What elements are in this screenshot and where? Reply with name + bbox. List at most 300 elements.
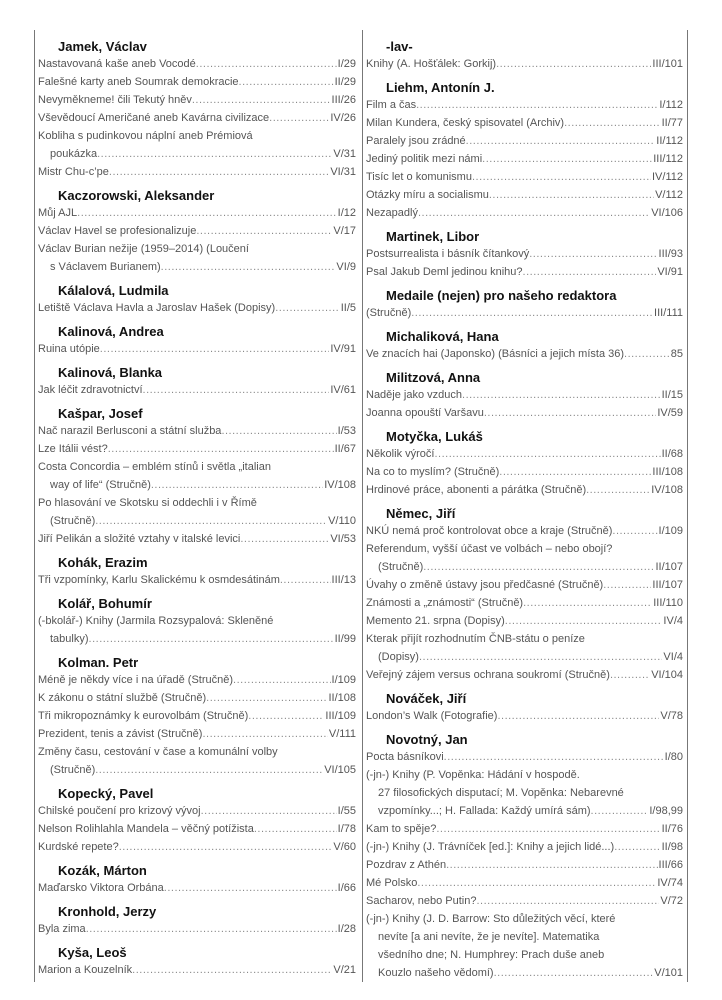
author-heading: Kohák, Erazim (58, 555, 148, 570)
index-entry (38, 240, 356, 276)
author-heading: Novotný, Jan (386, 732, 468, 747)
entry-line (38, 530, 356, 548)
entry-title: Václav Burian nežije (1959–2014) (Loučení (38, 243, 249, 255)
page-reference: V/60 (333, 841, 356, 853)
page-reference: II/98 (661, 841, 683, 853)
entry-title: Costa Concordia – emblém stínů i světla „italian (38, 461, 271, 473)
entry-line (366, 96, 683, 114)
dot-leader (196, 55, 337, 73)
index-entry (366, 594, 683, 612)
entry-line (38, 204, 356, 222)
dot-leader (95, 512, 327, 530)
author-heading: Kolář, Bohumír (58, 596, 152, 611)
author-heading: Michaliková, Hana (386, 329, 499, 344)
entry-title: NKÚ nemá proč kontrolovat obce a kraje (Stručně) (366, 525, 613, 537)
dot-leader (564, 114, 661, 132)
entry-title: Jiří Pelikán a složité vztahy v italské levici (38, 533, 241, 545)
entry-title: Film a čas (366, 99, 417, 111)
index-entry (366, 55, 683, 73)
entry-line (38, 920, 356, 938)
dot-leader (529, 245, 657, 263)
entry-line (366, 114, 683, 132)
index-entry (38, 440, 356, 458)
dot-leader (269, 109, 329, 127)
dot-leader (434, 445, 660, 463)
author-heading: -lav- (386, 39, 413, 54)
index-entry (366, 114, 683, 132)
index-entry (366, 892, 683, 910)
dot-leader (494, 964, 654, 982)
dot-leader (206, 689, 327, 707)
entry-title: Postsurrealista i básník čítankový (366, 248, 530, 260)
dot-leader (196, 222, 332, 240)
index-column-right (362, 30, 688, 982)
index-entry (38, 671, 356, 689)
entry-line (38, 458, 356, 476)
page-reference: II/5 (340, 302, 356, 314)
entry-line (366, 910, 683, 928)
index-entry (38, 961, 356, 979)
page-reference: I/55 (337, 805, 356, 817)
entry-title: Změny času, cestování v čase a komunální volby (38, 746, 278, 758)
entry-title: Kam to spěje? (366, 823, 437, 835)
dot-leader (240, 530, 329, 548)
dot-leader (254, 820, 337, 838)
author-heading: Kalinová, Andrea (58, 324, 164, 339)
dot-leader (499, 463, 651, 481)
index-entry (366, 576, 683, 594)
dot-leader (497, 707, 659, 725)
entry-title: Hrdinové práce, abonenti a párátka (Stručně) (366, 484, 587, 496)
page-reference: VI/31 (330, 166, 356, 178)
entry-title: (-bkolář-) Knihy (Jarmila Rozsypalová: Skleněné (38, 615, 274, 627)
page-reference: IV/74 (657, 877, 683, 889)
author-heading: Kaczorowski, Aleksander (58, 188, 215, 203)
entry-title: nevíte [a ani nevíte, že je nevíte]. Matematika (378, 931, 600, 943)
index-entry (38, 91, 356, 109)
dot-leader (221, 422, 336, 440)
index-entry (366, 910, 683, 982)
entry-line (38, 73, 356, 91)
entry-line (38, 707, 356, 725)
dot-leader (201, 802, 337, 820)
entry-line (366, 874, 683, 892)
index-entry (366, 766, 683, 820)
entry-line (38, 163, 356, 181)
entry-line (366, 540, 683, 558)
author-heading: Kozák, Márton (58, 863, 147, 878)
entry-title: Kouzlo našeho vědomí) (378, 967, 494, 979)
entry-title: Jak léčit zdravotnictví (38, 384, 143, 396)
dot-leader (239, 73, 334, 91)
author-heading: Kolman. Petr (58, 655, 139, 670)
entry-line (366, 245, 683, 263)
entry-title: Kterak přijít rozhodnutím ČNB-státu o peníze (366, 633, 585, 645)
page-reference: II/68 (661, 448, 683, 460)
index-entry (366, 630, 683, 666)
page-reference: I/98,99 (649, 805, 683, 817)
page-reference: VI/4 (663, 651, 683, 663)
entry-title: London’s Walk (Fotografie) (366, 710, 498, 722)
entry-line (38, 109, 356, 127)
entry-line (366, 666, 683, 684)
entry-title: Psal Jakub Deml jedinou knihu? (366, 266, 523, 278)
dot-leader (419, 648, 662, 666)
entry-title: Po hlasování ve Skotsku si oddechli i v Římě (38, 497, 257, 509)
index-entry (366, 386, 683, 404)
author-heading: Nováček, Jiří (386, 691, 467, 706)
index-entry (38, 127, 356, 163)
dot-leader (416, 96, 658, 114)
page-reference: IV/112 (652, 171, 683, 183)
page-reference: I/78 (337, 823, 356, 835)
entry-line (366, 946, 683, 964)
page-reference: VI/104 (651, 669, 683, 681)
page-reference: III/101 (652, 58, 683, 70)
entry-line (366, 204, 683, 222)
index-entry (366, 404, 683, 422)
entry-line (38, 761, 356, 779)
entry-title: Pocta básníkovi (366, 751, 444, 763)
entry-title: Referendum, vyšší účast ve volbách – nebo obojí? (366, 543, 613, 555)
page-reference: II/15 (661, 389, 683, 401)
dot-leader (482, 150, 652, 168)
entry-line (366, 445, 683, 463)
index-entry (38, 204, 356, 222)
entry-title: Václav Havel se profesionalizuje (38, 225, 197, 237)
index-entry (366, 874, 683, 892)
entry-line (38, 91, 356, 109)
dot-leader (586, 481, 650, 499)
dot-leader (143, 381, 330, 399)
entry-title: Tři mikropoznámky k eurovolbám (Stručně) (38, 710, 249, 722)
entry-line (38, 725, 356, 743)
entry-line (38, 630, 356, 648)
entry-line (38, 612, 356, 630)
entry-line (38, 127, 356, 145)
entry-title: Známosti a „známosti“ (Stručně) (366, 597, 524, 609)
author-heading: Motyčka, Lukáš (386, 429, 483, 444)
index-column-left (34, 30, 360, 982)
entry-line (366, 304, 683, 322)
page-reference: I/12 (337, 207, 356, 219)
entry-title: Nevyměkneme! čili Tekutý hněv (38, 94, 192, 106)
page-reference: II/67 (334, 443, 356, 455)
index-entry (366, 132, 683, 150)
index-entry (366, 463, 683, 481)
page-reference: V/101 (654, 967, 683, 979)
index-entry (38, 494, 356, 530)
entry-title: Méně je někdy více i na úřadě (Stručně) (38, 674, 234, 686)
dot-leader (612, 522, 657, 540)
index-entry (366, 838, 683, 856)
page-reference: VI/91 (657, 266, 683, 278)
dot-leader (97, 145, 332, 163)
entry-title: (Stručně) (378, 561, 424, 573)
index-entry (38, 571, 356, 589)
index-entry (38, 820, 356, 838)
entry-line (38, 240, 356, 258)
index-entry (38, 879, 356, 897)
entry-title: Ruina utópie (38, 343, 100, 355)
author-heading: Kašpar, Josef (58, 406, 143, 421)
page-reference: II/99 (334, 633, 356, 645)
entry-title: Sacharov, nebo Putin? (366, 895, 477, 907)
index-entry (38, 725, 356, 743)
entry-line (366, 55, 683, 73)
entry-line (366, 630, 683, 648)
page-reference: III/26 (331, 94, 356, 106)
dot-leader (109, 163, 329, 181)
author-heading: Liehm, Antonín J. (386, 80, 495, 95)
dot-leader (119, 838, 333, 856)
entry-title: vzpomínky...; H. Fallada: Každý umírá sám) (378, 805, 591, 817)
entry-title: Knihy (A. Hošťálek: Gorkij) (366, 58, 497, 70)
entry-line (366, 481, 683, 499)
page-reference: V/17 (333, 225, 356, 237)
dot-leader (95, 761, 323, 779)
entry-title: Naděje jako vzduch (366, 389, 463, 401)
entry-title: Memento 21. srpna (Dopisy) (366, 615, 505, 627)
dot-leader (446, 856, 657, 874)
index-entry (38, 299, 356, 317)
author-heading: Militzová, Anna (386, 370, 481, 385)
entry-line (366, 168, 683, 186)
page-reference: V/31 (333, 148, 356, 160)
index-entry (38, 458, 356, 494)
entry-title: Kobliha s pudinkovou náplní aneb Prémiová (38, 130, 253, 142)
index-entry (38, 689, 356, 707)
index-entry (38, 340, 356, 358)
dot-leader (275, 299, 339, 317)
entry-line (366, 345, 683, 363)
entry-line (366, 522, 683, 540)
page-reference: II/108 (328, 692, 356, 704)
index-entry (38, 163, 356, 181)
entry-title: Otázky míru a socialismu (366, 189, 489, 201)
dot-leader (603, 576, 651, 594)
entry-title: (Stručně) (50, 764, 96, 776)
index-entry (366, 168, 683, 186)
author-heading: Medaile (nejen) pro našeho redaktora (386, 288, 617, 303)
entry-title: Marion a Kouzelník (38, 964, 133, 976)
dot-leader (151, 476, 323, 494)
entry-line (366, 784, 683, 802)
dot-leader (423, 558, 654, 576)
entry-line (366, 612, 683, 630)
entry-title: Maďarsko Viktora Orbána (38, 882, 164, 894)
entry-title: Byla zima (38, 923, 86, 935)
entry-title: (Dopisy) (378, 651, 419, 663)
page-reference: V/112 (655, 189, 683, 201)
dot-leader (108, 440, 334, 458)
author-heading: Kronhold, Jerzy (58, 904, 157, 919)
entry-title: Na co to myslím? (Stručně) (366, 466, 500, 478)
entry-title: Chilské poučení pro krizový vývoj (38, 805, 201, 817)
page-reference: II/76 (661, 823, 683, 835)
page-reference: I/109 (331, 674, 356, 686)
entry-line (366, 648, 683, 666)
author-heading: Kálalová, Ludmila (58, 283, 169, 298)
index-entry (366, 748, 683, 766)
entry-title: Vševědoucí Američané aneb Kavárna civilizace (38, 112, 270, 124)
entry-line (366, 386, 683, 404)
index-entry (366, 612, 683, 630)
author-heading: Martinek, Libor (386, 229, 480, 244)
entry-line (366, 856, 683, 874)
author-heading: Němec, Jiří (386, 506, 456, 521)
entry-line (38, 55, 356, 73)
index-entry (38, 707, 356, 725)
index-entry (366, 445, 683, 463)
page-reference: IV/59 (657, 407, 683, 419)
dot-leader (248, 707, 324, 725)
page-reference: VI/9 (336, 261, 356, 273)
page-reference: II/77 (661, 117, 683, 129)
entry-title: Úvahy o změně ústavy jsou předčasné (Stručně) (366, 579, 604, 591)
entry-title: s Václavem Burianem) (50, 261, 161, 273)
index-entry (38, 109, 356, 127)
entry-title: (-jn-) Knihy (J. D. Barrow: Sto důležitých věcí, které (366, 913, 616, 925)
entry-title: way of life“ (Stručně) (50, 479, 151, 491)
index-entry (366, 345, 683, 363)
dot-leader (505, 612, 663, 630)
entry-title: Letiště Václava Havla a Jaroslav Hašek (Dopisy) (38, 302, 276, 314)
dot-leader (436, 820, 660, 838)
page-reference: V/110 (328, 515, 356, 527)
entry-line (366, 707, 683, 725)
dot-leader (610, 666, 650, 684)
index-entry (38, 222, 356, 240)
page-reference: IV/108 (324, 479, 356, 491)
entry-line (366, 404, 683, 422)
page-reference: IV/4 (663, 615, 683, 627)
entry-line (38, 494, 356, 512)
entry-line (366, 463, 683, 481)
entry-title: Pozdrav z Athén (366, 859, 447, 871)
entry-line (366, 748, 683, 766)
index-entry (366, 150, 683, 168)
page-reference: III/109 (325, 710, 356, 722)
page-reference: I/28 (337, 923, 356, 935)
entry-title: 27 filosofických disputací; M. Vopěnka: Nebarevné (378, 787, 624, 799)
entry-line (38, 743, 356, 761)
entry-line (38, 340, 356, 358)
author-heading: Kopecký, Pavel (58, 786, 154, 801)
dot-leader (418, 204, 650, 222)
entry-line (38, 440, 356, 458)
entry-title: Lze Itálii vést? (38, 443, 108, 455)
entry-title: Mé Polsko (366, 877, 418, 889)
dot-leader (89, 630, 334, 648)
entry-line (366, 928, 683, 946)
entry-title: Paralely jsou zrádné (366, 135, 466, 147)
entry-line (38, 838, 356, 856)
entry-line (366, 594, 683, 612)
page-reference: I/109 (658, 525, 683, 537)
entry-line (38, 879, 356, 897)
page-reference: V/111 (328, 728, 356, 740)
index-entry (38, 55, 356, 73)
page-reference: IV/91 (330, 343, 356, 355)
index-entry (366, 707, 683, 725)
entry-line (38, 961, 356, 979)
dot-leader (161, 258, 336, 276)
entry-line (38, 820, 356, 838)
entry-title: Ve znacích hai (Japonsko) (Básníci a jejich místa 36) (366, 348, 625, 360)
dot-leader (233, 671, 330, 689)
entry-title: Milan Kundera, český spisovatel (Archiv) (366, 117, 565, 129)
dot-leader (462, 386, 661, 404)
entry-line (38, 222, 356, 240)
dot-leader (484, 404, 656, 422)
dot-leader (132, 961, 332, 979)
index-entry (38, 73, 356, 91)
entry-line (38, 299, 356, 317)
dot-leader (591, 802, 649, 820)
page-reference: III/111 (654, 307, 683, 319)
index-entry (366, 856, 683, 874)
entry-title: tabulky) (50, 633, 89, 645)
index-entry (38, 802, 356, 820)
entry-line (366, 892, 683, 910)
page-reference: 85 (670, 348, 683, 360)
page-reference: I/53 (337, 425, 356, 437)
page-reference: III/107 (652, 579, 683, 591)
entry-line (366, 263, 683, 281)
entry-title: Mistr Chu-c’pe (38, 166, 109, 178)
index-entry (38, 381, 356, 399)
page-reference: VI/53 (330, 533, 356, 545)
index-entry (366, 522, 683, 540)
dot-leader (77, 204, 337, 222)
entry-line (366, 576, 683, 594)
page-reference: III/108 (652, 466, 683, 478)
index-entry (366, 666, 683, 684)
entry-title: Falešné karty aneb Soumrak demokracie (38, 76, 239, 88)
dot-leader (523, 594, 652, 612)
entry-line (366, 964, 683, 982)
index-entry (366, 540, 683, 576)
dot-leader (614, 838, 660, 856)
author-heading: Jamek, Václav (58, 39, 147, 54)
entry-title: Kurdské repete? (38, 841, 119, 853)
dot-leader (472, 168, 651, 186)
entry-title: Nač narazil Berlusconi a státní služba (38, 425, 222, 437)
page-reference: IV/26 (330, 112, 356, 124)
entry-line (366, 558, 683, 576)
entry-line (38, 512, 356, 530)
dot-leader (100, 340, 330, 358)
entry-line (38, 381, 356, 399)
entry-line (38, 258, 356, 276)
entry-title: (Stručně) (50, 515, 96, 527)
page-reference: III/112 (653, 153, 683, 165)
entry-title: Jediný politik mezi námi (366, 153, 483, 165)
entry-title: Můj AJL (38, 207, 78, 219)
entry-line (38, 689, 356, 707)
index-entry (366, 263, 683, 281)
dot-leader (489, 186, 654, 204)
page-reference: IV/61 (330, 384, 356, 396)
dot-leader (444, 748, 664, 766)
author-heading: Kyša, Leoš (58, 945, 127, 960)
page-reference: V/72 (660, 895, 683, 907)
entry-title: (Stručně) (366, 307, 412, 319)
author-heading: Kalinová, Blanka (58, 365, 163, 380)
dot-leader (192, 91, 331, 109)
dot-leader (202, 725, 327, 743)
